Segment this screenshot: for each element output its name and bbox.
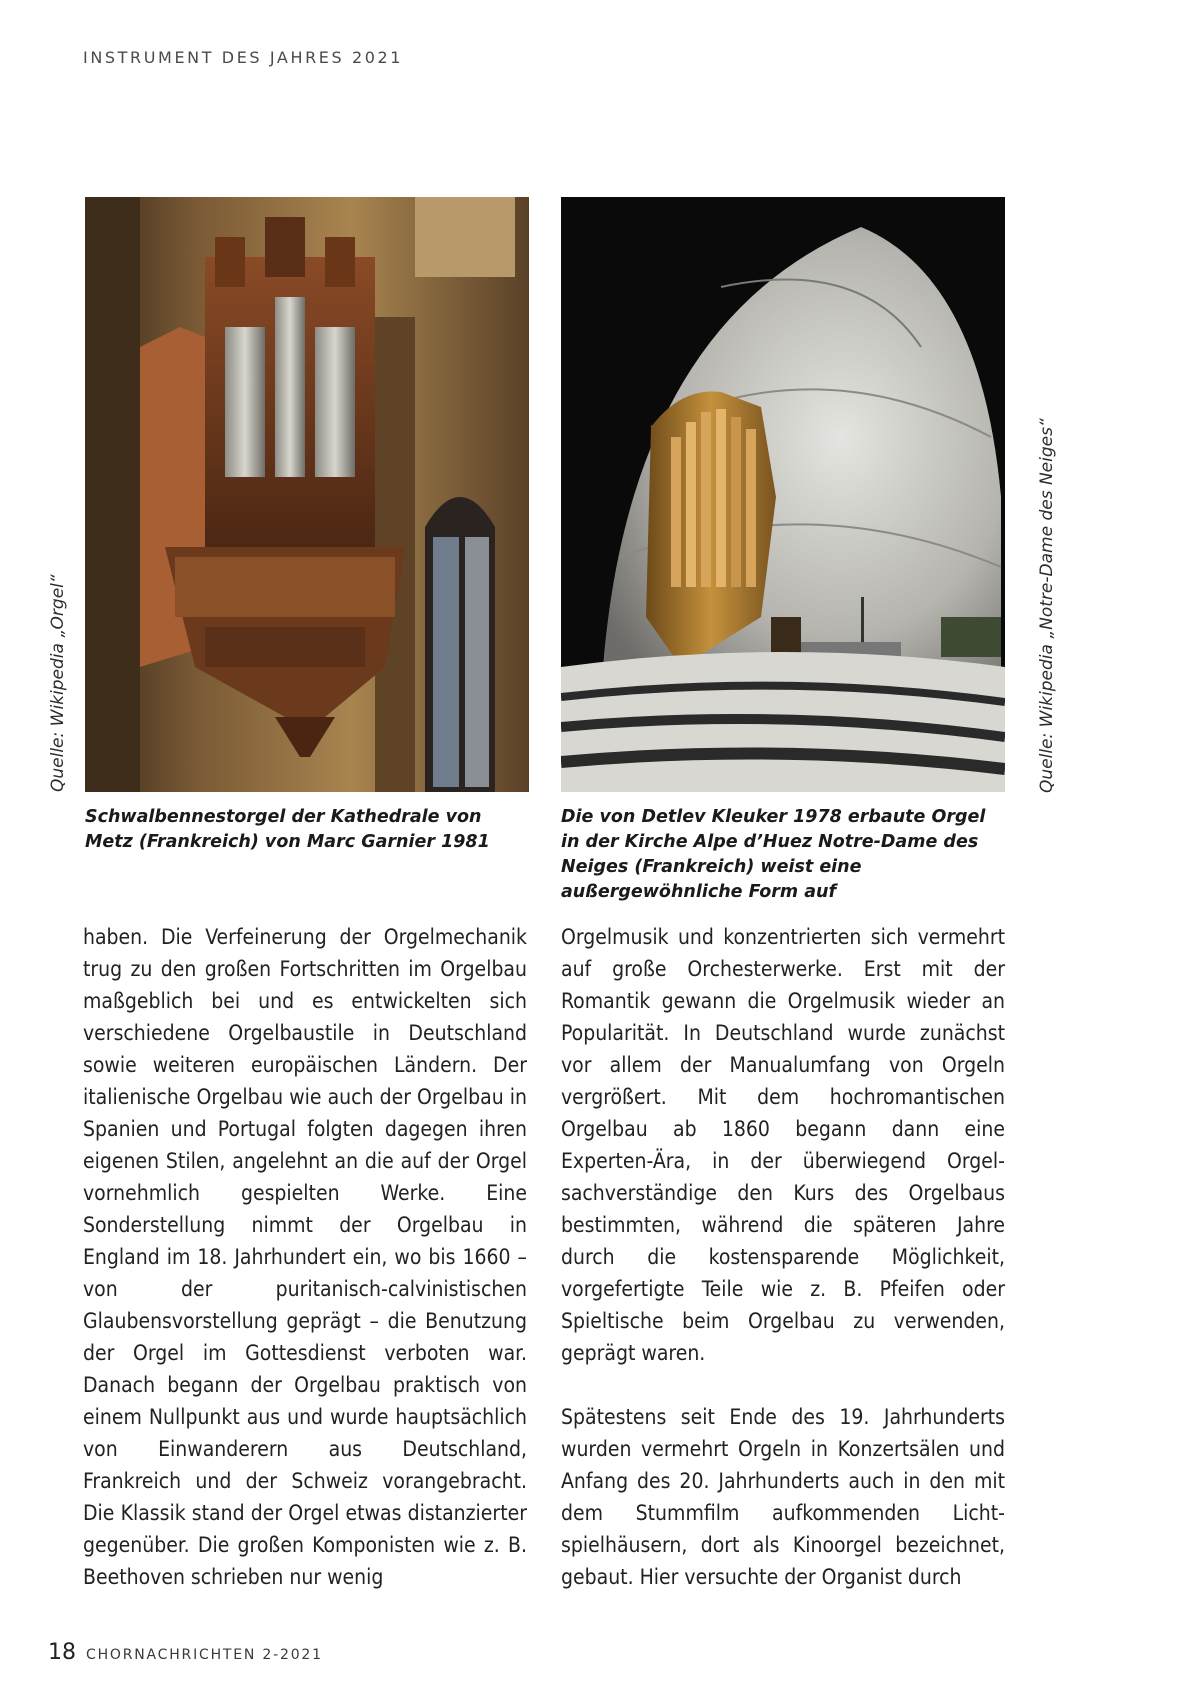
body-column-right [561, 921, 1005, 1593]
paragraph: Spätestens seit Ende des 19. Jahrhunderts wurden vermehrt Orgeln in Konzertsälen und Anfang des 20. Jahrhunderts auch in den mit dem Stummfilm aufkommenden Lichtspielhäusern, dort als Kinoorgel bezeichnet, gebaut. Hier versuchte der Organist durch [561, 1405, 1005, 1589]
magazine-title: CHORNACHRICHTEN 2-2021 [86, 1647, 323, 1663]
figure-caption-metz: Schwalbennestorgel der Kathedrale von Metz (Frankreich) von Marc Garnier 1981 [85, 807, 490, 852]
body-column-left [83, 921, 527, 1593]
photo-credit-right: Quelle: Wikipedia „Notre-Dame des Neiges“ [1037, 418, 1057, 793]
running-head: INSTRUMENT DES JAHRES 2021 [83, 48, 404, 67]
alpe-dhuez-organ-photo [561, 197, 1005, 792]
paragraph: Orgelmusik und konzentrierten sich vermehrt auf große Orchesterwerke. Erst mit der Romantik gewann die Orgelmusik wieder an Popularität. In Deutschland wurde zunächst vor allem der Manualumfang von Orgeln vergrößert. Mit dem hochromantischen Orgelbau ab 1860 begann dann eine Experten-Ära, in der überwiegend Orgelsachverständige den Kurs des Orgelbaus bestimmten, während die späteren Jahre durch die kostensparende Möglichkeit, vorgefertigte Teile wie z. B. Pfeifen oder Spieltische beim Orgelbau zu verwenden, geprägt waren. [561, 925, 1005, 1365]
photo-credit-left: Quelle: Wikipedia „Orgel“ [48, 574, 68, 792]
page-footer [48, 1640, 323, 1665]
page-number: 18 [48, 1640, 76, 1665]
paragraph: haben. Die Verfeinerung der Orgelmechanik trug zu den großen Fortschritten im Orgelbau maßgeblich bei und es entwickelten sich verschiedene Orgelbaustile in Deutschland sowie weiteren europäischen Ländern. Der italienische Orgelbau wie auch der Orgelbau in Spanien und Portugal folgten dagegen ihren eigenen Stilen, angelehnt an die auf der Orgel vornehmlich gespielten Werke. Eine Sonderstellung nimmt der Orgelbau in England im 18. Jahrhundert ein, wo bis 1660 – von der puritanisch-calvinistischen Glaubensvorstellung geprägt – die Benutzung der Orgel im Gottesdienst verboten war. Danach begann der Orgelbau praktisch von einem Nullpunkt aus und wurde hauptsächlich von Einwanderern aus Deutschland, Frankreich und der Schweiz vorangebracht. Die Klassik stand der Orgel etwas distanzierter gegenüber. Die großen Komponisten wie z. B. Beethoven schrieben nur wenig [83, 925, 527, 1589]
metz-organ-photo [85, 197, 529, 792]
figure-caption-alpe-dhuez: Die von Detlev Kleuker 1978 erbaute Orgel in der Kirche Alpe d’Huez Notre-Dame des Neiges (Frankreich) weist eine außergewöhnliche Form auf [561, 807, 986, 902]
